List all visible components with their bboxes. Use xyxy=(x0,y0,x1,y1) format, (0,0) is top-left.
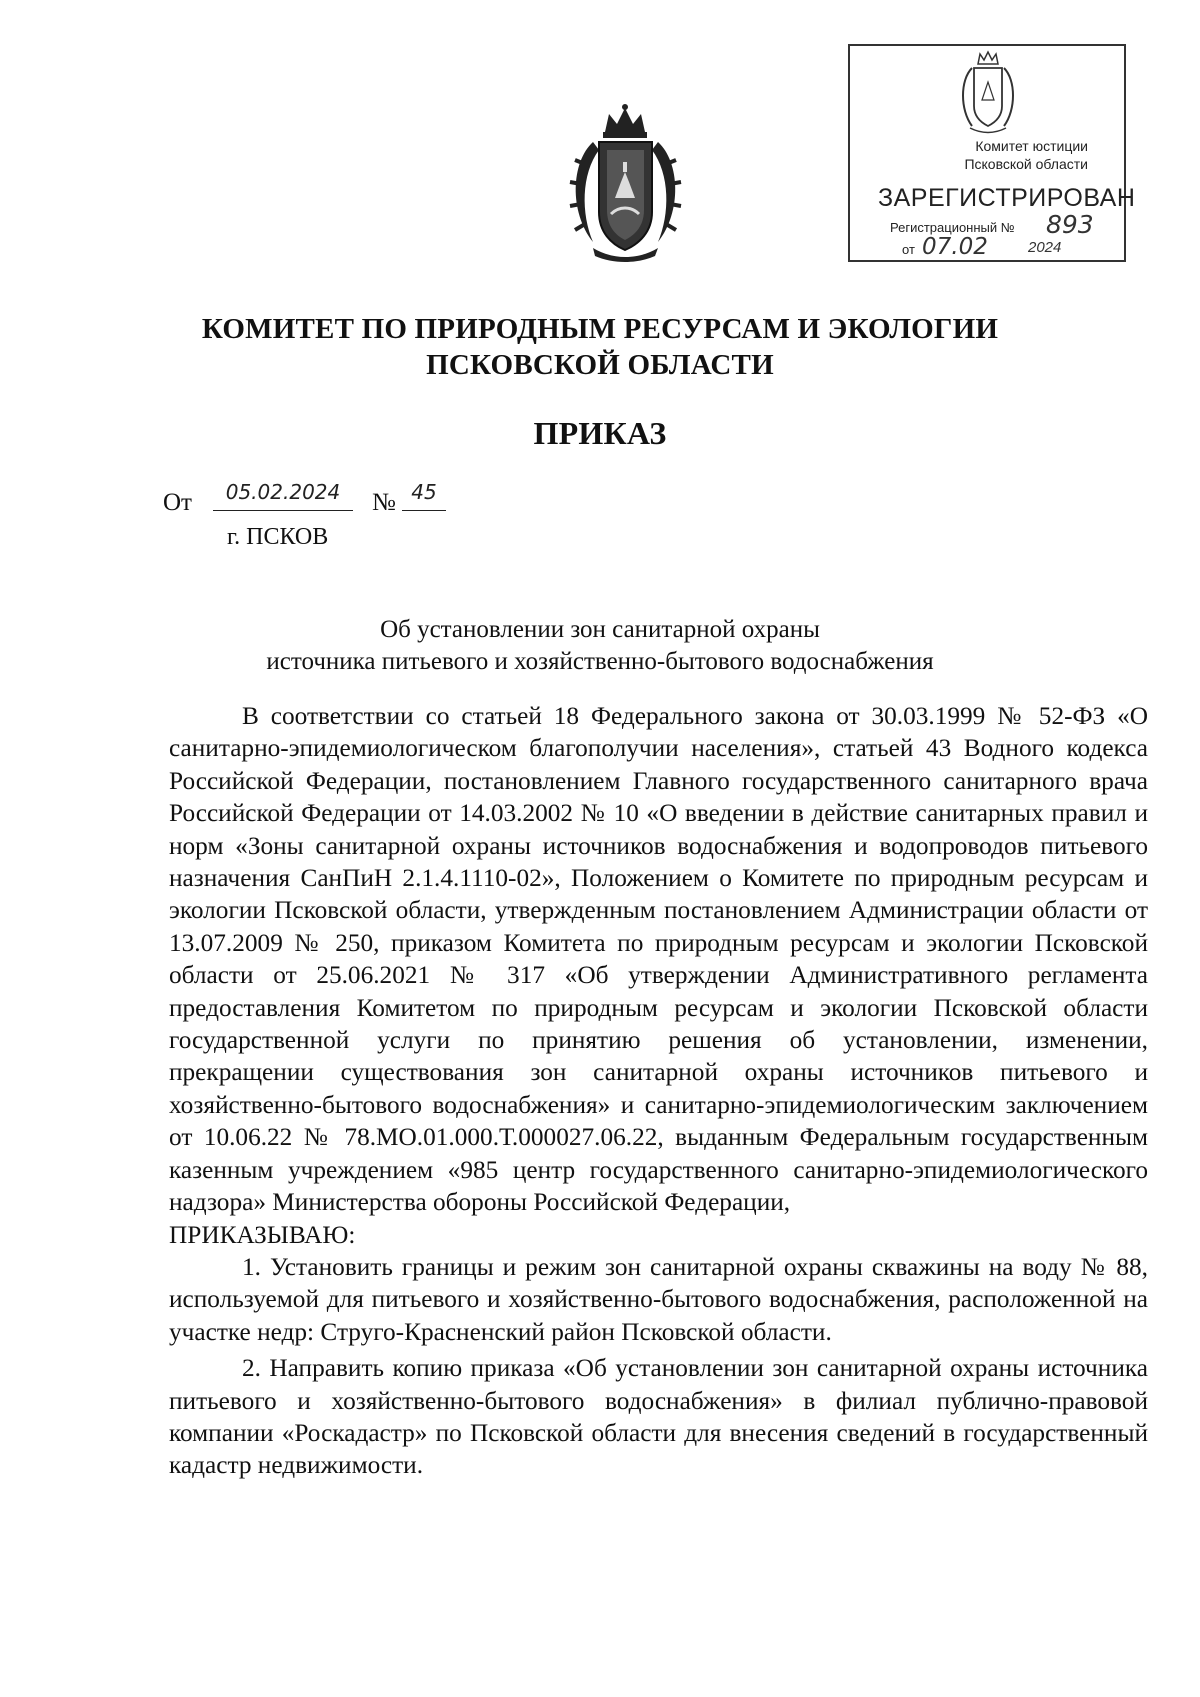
stamp-regno-value: 893 xyxy=(1046,210,1094,239)
registration-stamp xyxy=(848,44,1136,262)
doc-type-title: ПРИКАЗ xyxy=(533,415,667,451)
subject-line1: Об установлении зон санитарной охраны xyxy=(380,616,820,643)
order-date: 05.02.2024 xyxy=(213,480,353,511)
stamp-date-label: от xyxy=(902,242,915,257)
order-item-1: 1. Установить границы и режим зон санитарной охраны скважины на воду № 88, используемой для питьевого и хозяйственно-бытового водоснабжения, расположенной на участке недр: Струго-Красненский район Псковской области. xyxy=(169,1252,1148,1346)
city-label: г. ПСКОВ xyxy=(227,524,329,550)
stamp-regno-label: Регистрационный № xyxy=(890,220,1015,235)
coat-of-arms-icon xyxy=(563,102,688,264)
order-number: 45 xyxy=(402,480,446,511)
number-label: № xyxy=(372,489,396,516)
stamp-emblem-icon xyxy=(956,50,1020,136)
from-label: От xyxy=(163,489,192,516)
stamp-year-value: 2024 xyxy=(1028,239,1062,256)
preamble-paragraph: В соответствии со статьей 18 Федерального закона от 30.03.1999 № 52-ФЗ «О санитарно-эпидемиологическом благополучии населения», статьей 43 Водного кодекса Российской Федерации, постановлением Главного государственного санитарного врача Российской Федерации от 14.03.2002 № 10 «О введении в действие санитарных правил и норм «Зоны санитарной охраны источников водоснабжения и водопроводов питьевого назначения СанПиН 2.1.4.1110-02», Положением о Комитете по природным ресурсам и экологии Псковской области, утвержденным постановлением Администрации области от 13.07.2009 № 250, приказом Комитета по природным ресурсам и экологии Псковской области от 25.06.2021 № 317 «Об утверждении Административного регламента предоставления Комитетом по природным ресурсам и экологии Псковской области государственной услуги по принятию решения об установлении, изменении, прекращении существования зон санитарной охраны источников питьевого и хозяйственно-бытового водоснабжения» и санитарно-эпидемиологическим заключением от 10.06.22 № 78.МО.01.000.Т.000027.06.22, выданным Федеральным государственным казенным учреждением «985 центр государственного санитарно-эпидемиологического надзора» Министерства обороны Российской Федерации, xyxy=(169,702,1148,1217)
subject-line2: источника питьевого и хозяйственно-бытового водоснабжения xyxy=(266,648,934,675)
org-title-line1: КОМИТЕТ ПО ПРИРОДНЫМ РЕСУРСАМ И ЭКОЛОГИИ xyxy=(201,313,999,345)
stamp-status: ЗАРЕГИСТРИРОВАН xyxy=(878,184,1136,212)
order-word: ПРИКАЗЫВАЮ: xyxy=(169,1220,356,1249)
stamp-org-line1: Комитет юстиции xyxy=(975,138,1088,154)
stamp-org-line2: Псковской области xyxy=(964,156,1088,172)
document-body xyxy=(169,700,1148,1482)
order-item-2: 2. Направить копию приказа «Об установлении зон санитарной охраны источника питьевого и хозяйственно-бытового водоснабжения» в филиал публично-правовой компании «Роскадастр» по Псковской области для внесения сведений в государственный кадастр недвижимости. xyxy=(169,1354,1148,1480)
org-title-line2: ПСКОВСКОЙ ОБЛАСТИ xyxy=(426,349,774,381)
stamp-date-value: 07.02 xyxy=(922,234,988,260)
